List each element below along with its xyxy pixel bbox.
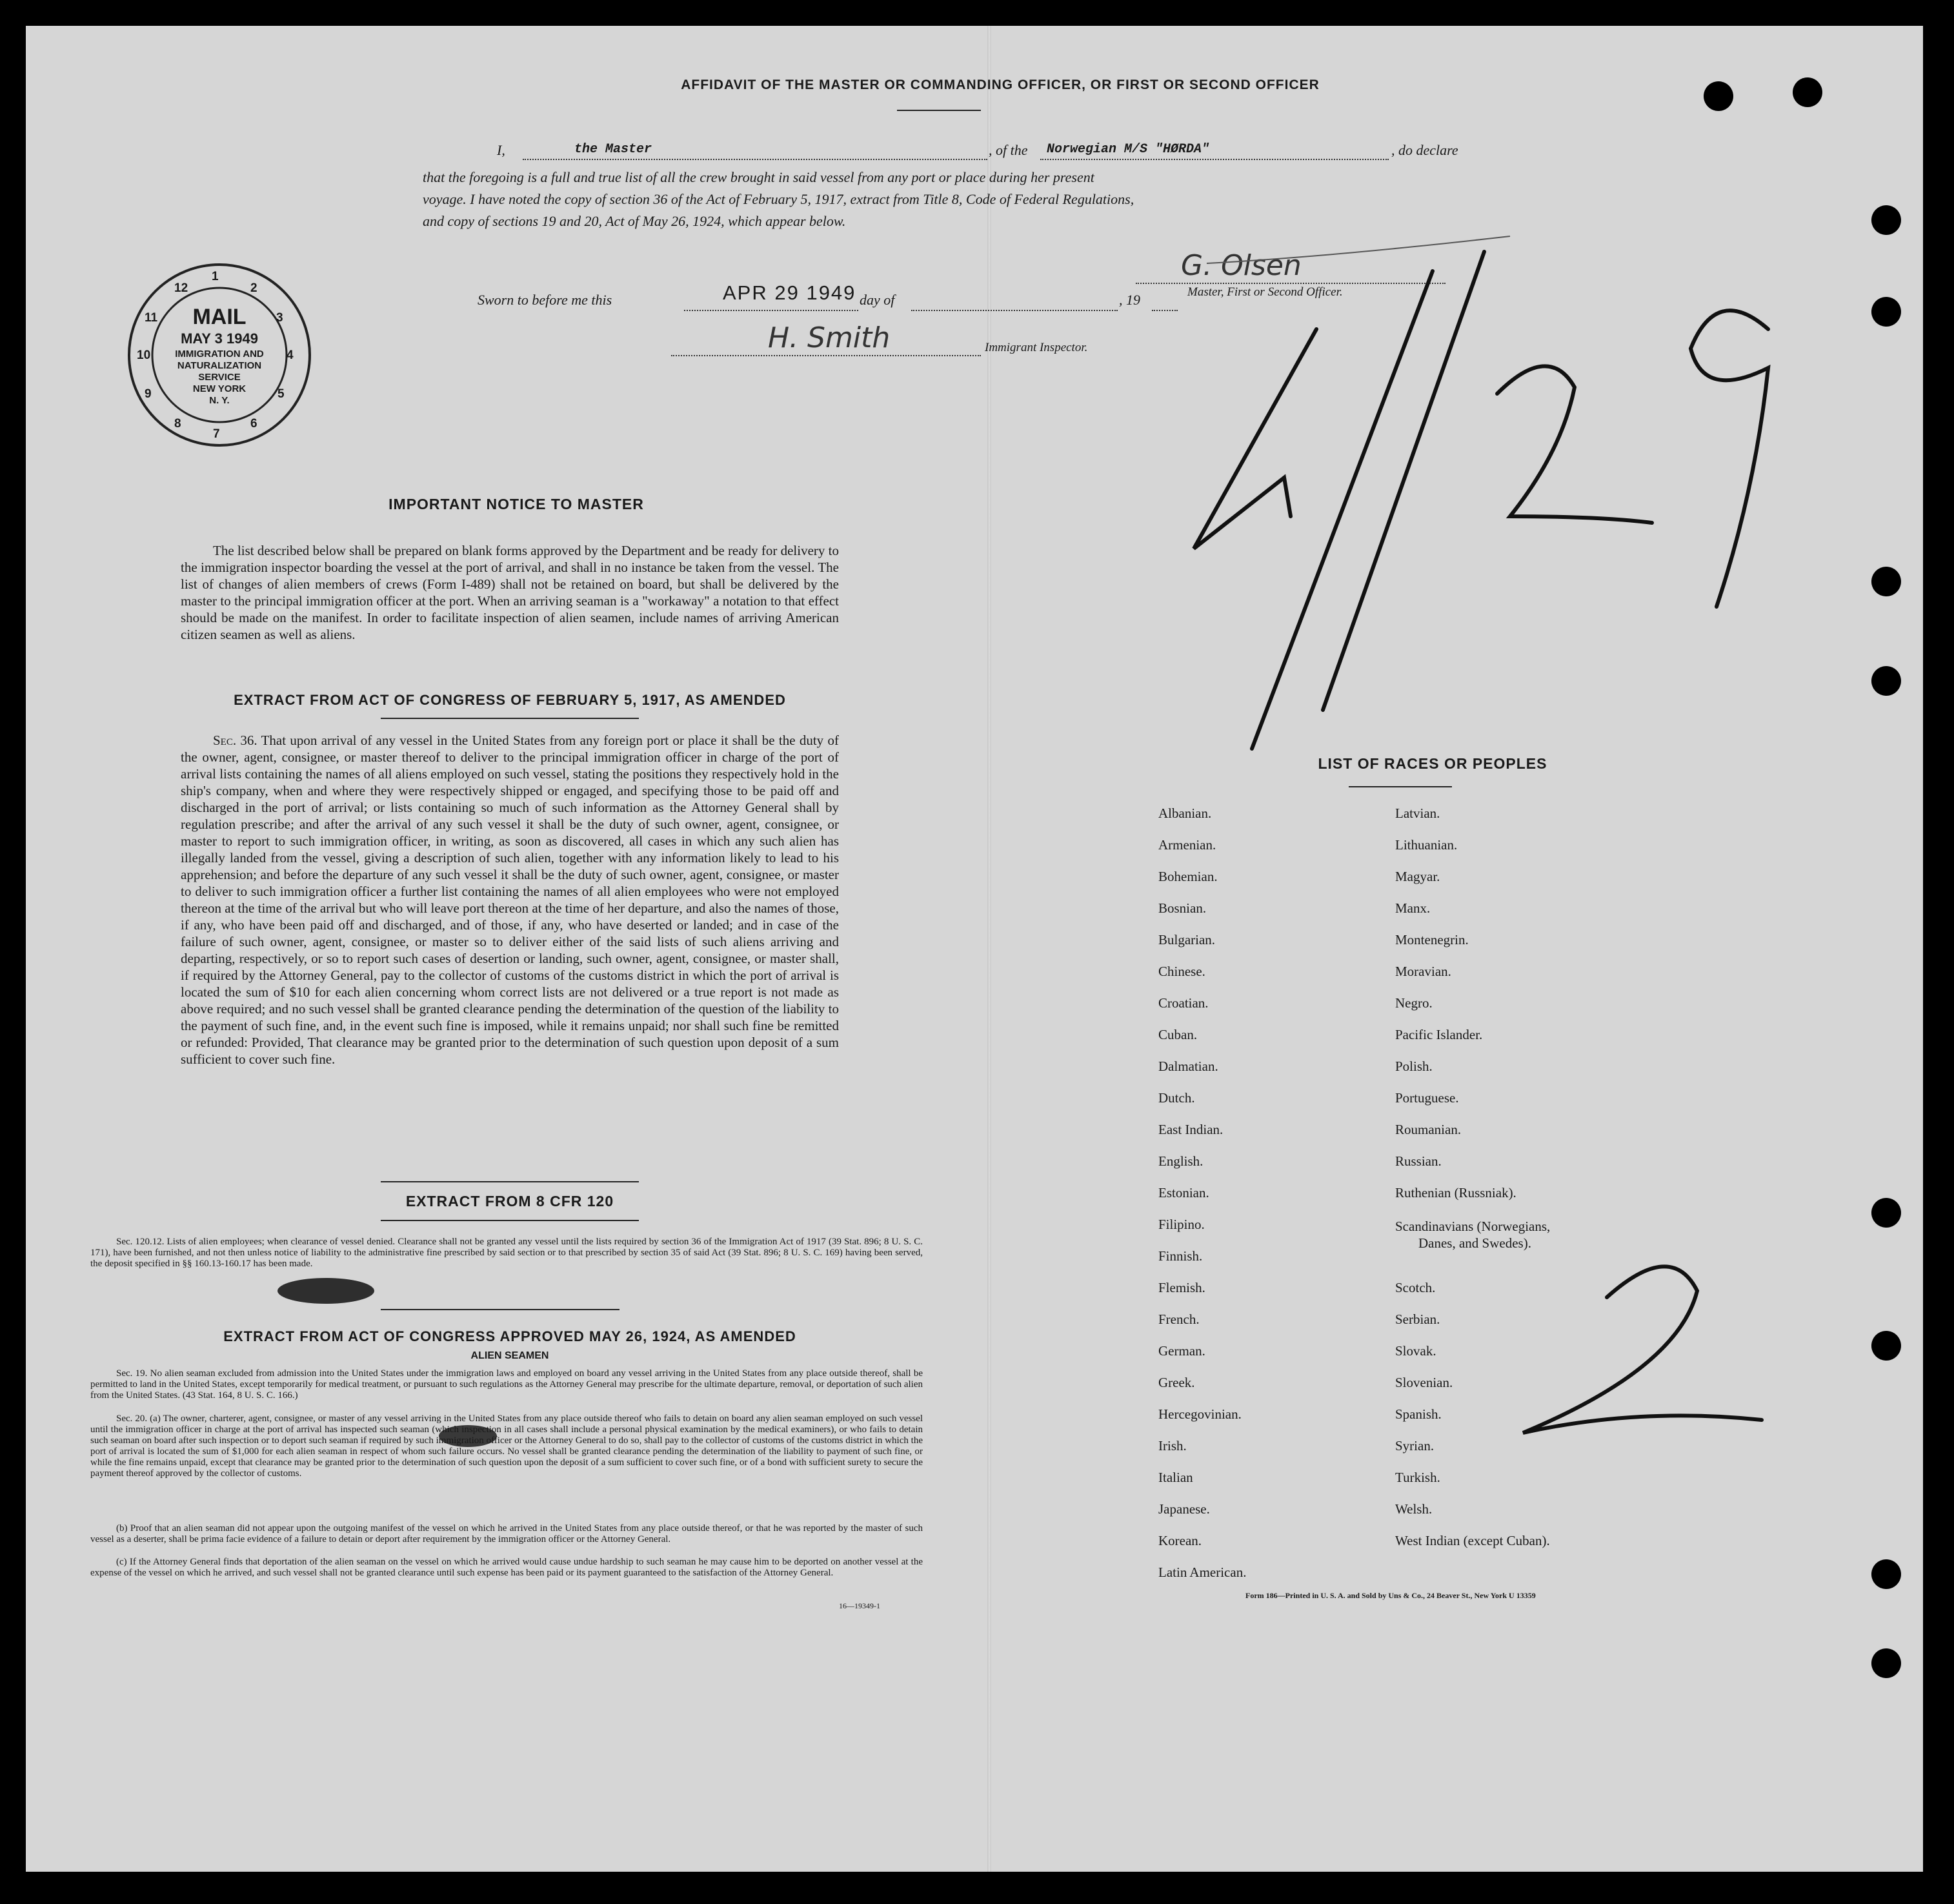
- stamp-ring-number: 1: [212, 270, 219, 283]
- divider: [381, 718, 639, 719]
- form-footer: Form 186—Printed in U. S. A. and Sold by Uns & Co., 24 Beaver St., New York U 13359: [1245, 1591, 1536, 1600]
- sworn-date-stamp: APR 29 1949: [723, 281, 856, 304]
- divider: [897, 110, 981, 111]
- race-item: French.: [1158, 1312, 1200, 1327]
- race-item: Turkish.: [1395, 1470, 1440, 1485]
- month-field: [911, 292, 1118, 311]
- race-item: Welsh.: [1395, 1501, 1433, 1517]
- extract-1917-title: EXTRACT FROM ACT OF CONGRESS OF FEBRUARY 5, 1917, AS AMENDED: [234, 692, 786, 708]
- stamp-date: MAY 3 1949: [181, 330, 258, 347]
- sec20a-body: Sec. 20. (a) The owner, charterer, agent, consignee, or master of any vessel arriving in the United States from any place outside thereof who fails to detain on board any alien seaman employed on such vessel until the immigration officer in charge at the port of arrival has inspected such seaman (which inspection in all cases shall include a personal physical examination by the medical examiners), or who fails to detain such seaman on board after such inspection or to deport such seaman if required by such immigration officer or the Attorney General to do so, shall pay to the collector of customs of the customs district in which the port of arrival is located the sum of $1,000 for each alien seaman in respect of whom such failure occurs. No vessel shall be granted clearance pending the determination of the liability to payment of such fine, or while the fine remains unpaid, except that clearance may be granted prior to the determination of such question upon the deposit of a sum sufficient to cover such fine, or of a bond with sufficient surety to secure the payment thereof approved by the collector of customs.: [90, 1413, 923, 1479]
- race-item: Danes, and Swedes).: [1418, 1235, 1531, 1251]
- stamp-city: NEW YORK: [192, 383, 247, 394]
- race-item: Syrian.: [1395, 1438, 1435, 1453]
- postmark-stamp: [123, 258, 316, 452]
- alien-seamen-subtitle: ALIEN SEAMEN: [470, 1350, 549, 1361]
- sec36-label: Sec. 36.: [213, 733, 257, 748]
- race-item: Manx.: [1395, 900, 1431, 916]
- race-item: Finnish.: [1158, 1248, 1203, 1264]
- of-label: , of the: [989, 142, 1028, 158]
- race-item: Moravian.: [1395, 964, 1451, 979]
- stamp-ring-number: 11: [145, 311, 158, 325]
- declaration-line-3: voyage. I have noted the copy of section 36 of the Act of February 5, 1917, extract from Title 8, Code of Federal Regulations,: [423, 191, 1134, 207]
- stamp-ring-number: 5: [277, 387, 285, 401]
- race-item: Montenegrin.: [1395, 932, 1469, 947]
- race-item: Dalmatian.: [1158, 1058, 1218, 1074]
- master-signature: G. Olsen: [1181, 249, 1302, 282]
- inspector-signature: H. Smith: [768, 321, 891, 354]
- race-item: Irish.: [1158, 1438, 1187, 1453]
- inspector-signature-line: [671, 321, 981, 356]
- punch-hole: [1871, 1559, 1901, 1589]
- document-sheet: [26, 26, 1923, 1872]
- race-item: Bulgarian.: [1158, 932, 1216, 947]
- divider: [381, 1220, 639, 1221]
- stamp-agency-3: SERVICE: [198, 372, 241, 383]
- stamp-ring-number: 12: [174, 281, 188, 295]
- form-code: 16—19349-1: [839, 1601, 880, 1610]
- sworn-day-field: [684, 281, 858, 311]
- stamp-ring-number: 10: [137, 349, 151, 362]
- sec19-body: Sec. 19. No alien seaman excluded from admission into the United States under the immigration laws and employed on board any vessel arriving in the United States from any place outside thereof, shall be permitted to land in the United States, except temporarily for medical treatment, or pursuant to such regulations as the Attorney General may prescribe for the ultimate departure, removal, or deportation of such alien from the United States. (43 Stat. 164, 8 U. S. C. 166.): [90, 1368, 923, 1401]
- race-item: Scotch.: [1395, 1280, 1436, 1295]
- race-item: Greek.: [1158, 1375, 1195, 1390]
- punch-hole: [1871, 1648, 1901, 1678]
- races-title: LIST OF RACES OR PEOPLES: [1318, 755, 1547, 772]
- race-item: Slovak.: [1395, 1343, 1436, 1359]
- handwritten-date: [1149, 245, 1897, 775]
- divider: [1349, 786, 1452, 787]
- race-item: Russian.: [1395, 1153, 1442, 1169]
- race-item: Latin American.: [1158, 1565, 1247, 1580]
- punch-hole: [1704, 81, 1733, 111]
- notice-title: IMPORTANT NOTICE TO MASTER: [388, 496, 644, 512]
- day-of-label: day of: [860, 292, 895, 308]
- master-fill: the Master: [574, 142, 652, 157]
- stamp-ring-number: 8: [174, 417, 181, 430]
- divider: [381, 1309, 619, 1310]
- race-item: Polish.: [1395, 1058, 1433, 1074]
- sworn-label: Sworn to before me this: [478, 292, 612, 308]
- race-item: Armenian.: [1158, 837, 1216, 853]
- race-item: East Indian.: [1158, 1122, 1224, 1137]
- stamp-ring-number: 3: [276, 311, 283, 325]
- stamp-ring-number: 9: [145, 387, 152, 401]
- master-field: [523, 142, 987, 160]
- stamp-ring-number: 2: [250, 281, 257, 295]
- race-item: Lithuanian.: [1395, 837, 1458, 853]
- inspector-caption: Immigrant Inspector.: [985, 341, 1088, 354]
- declaration-line-2: that the foregoing is a full and true list of all the crew brought in said vessel from any port or place during her present: [423, 169, 1094, 185]
- i-label: I,: [497, 142, 505, 158]
- punch-hole: [1871, 1198, 1901, 1228]
- race-item: German.: [1158, 1343, 1205, 1359]
- race-item: Italian: [1158, 1470, 1193, 1485]
- sec20c-body: (c) If the Attorney General finds that deportation of the alien seaman on the vessel on which he arrived would cause undue hardship to such seaman he may cause him to be deported on another vessel at the expense of the vessel on which he arrived, and such vessel shall not be granted clearance until such expense has been paid or its payment guaranteed to the satisfaction of the Attorney General.: [90, 1557, 923, 1578]
- race-item: Roumanian.: [1395, 1122, 1462, 1137]
- race-item: Dutch.: [1158, 1090, 1195, 1106]
- declaration-line-1: [497, 142, 1516, 164]
- punch-hole: [1871, 1331, 1901, 1361]
- notice-body: The list described below shall be prepared on blank forms approved by the Department and be ready for delivery to the immigration inspector boarding the vessel at the port of arrival, and shall in no instance be taken from the vessel. The list of changes of alien members of crews (Form I-489) shall not be retained on board, but shall be delivered by the master to the principal immigration officer at the port. When an arriving seaman is a "workaway" a notation to that effect should be made on the manifest. In order to facilitate inspection of alien seamen, include names of arriving American citizen seamen as well as aliens.: [181, 543, 839, 642]
- race-item: West Indian (except Cuban).: [1395, 1533, 1550, 1548]
- stamp-mail: MAIL: [192, 305, 247, 329]
- punch-hole: [1871, 205, 1901, 235]
- punch-hole: [1793, 77, 1822, 107]
- stamp-ring-number: 4: [287, 349, 294, 362]
- race-item: Flemish.: [1158, 1280, 1205, 1295]
- year-label: , 19: [1119, 292, 1140, 308]
- race-item: Ruthenian (Russniak).: [1395, 1185, 1516, 1200]
- race-item: Serbian.: [1395, 1312, 1440, 1327]
- vessel-fill: Norwegian M/S "HØRDA": [1047, 142, 1210, 157]
- handwritten-count: [1510, 1239, 1781, 1452]
- master-caption: Master, First or Second Officer.: [1187, 285, 1343, 299]
- race-item: Negro.: [1395, 995, 1433, 1011]
- race-item: Spanish.: [1395, 1406, 1442, 1422]
- ink-blot: [277, 1278, 374, 1304]
- affidavit-title: AFFIDAVIT OF THE MASTER OR COMMANDING OFFICER, OR FIRST OR SECOND OFFICER: [681, 77, 1320, 92]
- race-item: Hercegovinian.: [1158, 1406, 1242, 1422]
- race-item: Bohemian.: [1158, 869, 1218, 884]
- race-item: Albanian.: [1158, 805, 1212, 821]
- extract-cfr-title: EXTRACT FROM 8 CFR 120: [405, 1193, 614, 1210]
- divider: [381, 1181, 639, 1182]
- race-item: Pacific Islander.: [1395, 1027, 1483, 1042]
- extract-1924-title: EXTRACT FROM ACT OF CONGRESS APPROVED MAY 26, 1924, AS AMENDED: [223, 1328, 796, 1344]
- race-item: Latvian.: [1395, 805, 1440, 821]
- race-item: Portuguese.: [1395, 1090, 1459, 1106]
- race-item: Japanese.: [1158, 1501, 1210, 1517]
- stamp-state: N. Y.: [209, 395, 230, 406]
- race-item: Korean.: [1158, 1533, 1202, 1548]
- declare-label: , do declare: [1391, 142, 1458, 158]
- extract-cfr-body: Sec. 120.12. Lists of alien employees; when clearance of vessel denied. Clearance shall not be granted any vessel until the lists required by section 36 of the Immigration Act of 1917 (39 Stat. 896; 8 U. S. C. 171), have been furnished, and not then unless notice of liability to the administrative fine prescribed by said section or to that prescribed by section 35 of said Act (39 Stat. 896; 8 U. S. C. 169) having been served, the deposit specified in §§ 160.13-160.17 has been made.: [90, 1237, 923, 1269]
- vessel-field: [1040, 142, 1389, 160]
- stamp-ring-number: 7: [213, 427, 220, 441]
- stamp-agency-1: IMMIGRATION AND: [175, 349, 264, 360]
- declaration-line-4: and copy of sections 19 and 20, Act of May 26, 1924, which appear below.: [423, 213, 846, 229]
- race-item: Croatian.: [1158, 995, 1209, 1011]
- race-item: English.: [1158, 1153, 1204, 1169]
- race-item: Filipino.: [1158, 1217, 1205, 1232]
- stamp-agency-2: NATURALIZATION: [177, 360, 262, 371]
- extract-1917-body: [181, 732, 839, 1068]
- stamp-ring-number: 6: [250, 417, 257, 430]
- race-item: Chinese.: [1158, 964, 1205, 979]
- sec20b-body: (b) Proof that an alien seaman did not appear upon the outgoing manifest of the vessel on which he arrived in the United States from any place outside thereof, or that he was reported by the master of such vessel as a deserter, shall be prima facie evidence of a failure to detain or deport after requirement by the immigration officer or the Attorney General.: [90, 1523, 923, 1544]
- race-item: Estonian.: [1158, 1185, 1209, 1200]
- race-item: Magyar.: [1395, 869, 1440, 884]
- race-item: Cuban.: [1158, 1027, 1198, 1042]
- race-item: Scandinavians (Norwegians,: [1395, 1219, 1551, 1234]
- race-item: Bosnian.: [1158, 900, 1207, 916]
- sec36-text: That upon arrival of any vessel in the United States from any foreign port or place it shall be the duty of the owner, agent, consignee, or master thereof to deliver to the principal immigration officer in charge of the port of arrival lists containing the names of all aliens employed on such vessel, stating the positions they respectively hold in the ship's company, when and where they were respectively shipped or engaged, and specifying those to be paid off and discharged in the port of arrival; or lists containing so much of such information as the Attorney General shall by regulation prescribe; and after the arrival of any such vessel it shall be the duty of such owner, agent, consignee, or master to report to such immigration officer, in writing, as soon as discovered, all cases in which any such alien has illegally landed from the vessel, giving a description of such alien, together with any information likely to lead to his apprehension; and before the departure of any such vessel it shall be the duty of such owner, agent, consignee, or master to deliver to such immigration officer a further list containing the names of all alien employees who were not employed thereon at the time of the arrival but who will leave port thereon at the time of her departure, and also the names of those, if any, who have been paid off and discharged, and of those, if any, who have deserted or landed; and in case of the failure of such owner, agent, consignee, or master so to deliver either of the said lists of such aliens arriving and departing, respectively, or so to report such cases of desertion or landing, such owner, agent, consignee, or master shall, if required by the Attorney General, pay to the collector of customs of the customs district in which the port of arrival is located the sum of $10 for each alien concerning whom correct lists are not delivered or a true report is not made as above required; and no such vessel shall be granted clearance pending the determination of the question of the liability to the payment of such fine, and, in the event such fine is imposed, while it remains unpaid; nor shall such fine be remitted or refunded: Provided, That clearance may be granted prior to the determination of such question upon deposit of a sum sufficient to cover such fine.: [181, 733, 839, 1067]
- race-item: Slovenian.: [1395, 1375, 1453, 1390]
